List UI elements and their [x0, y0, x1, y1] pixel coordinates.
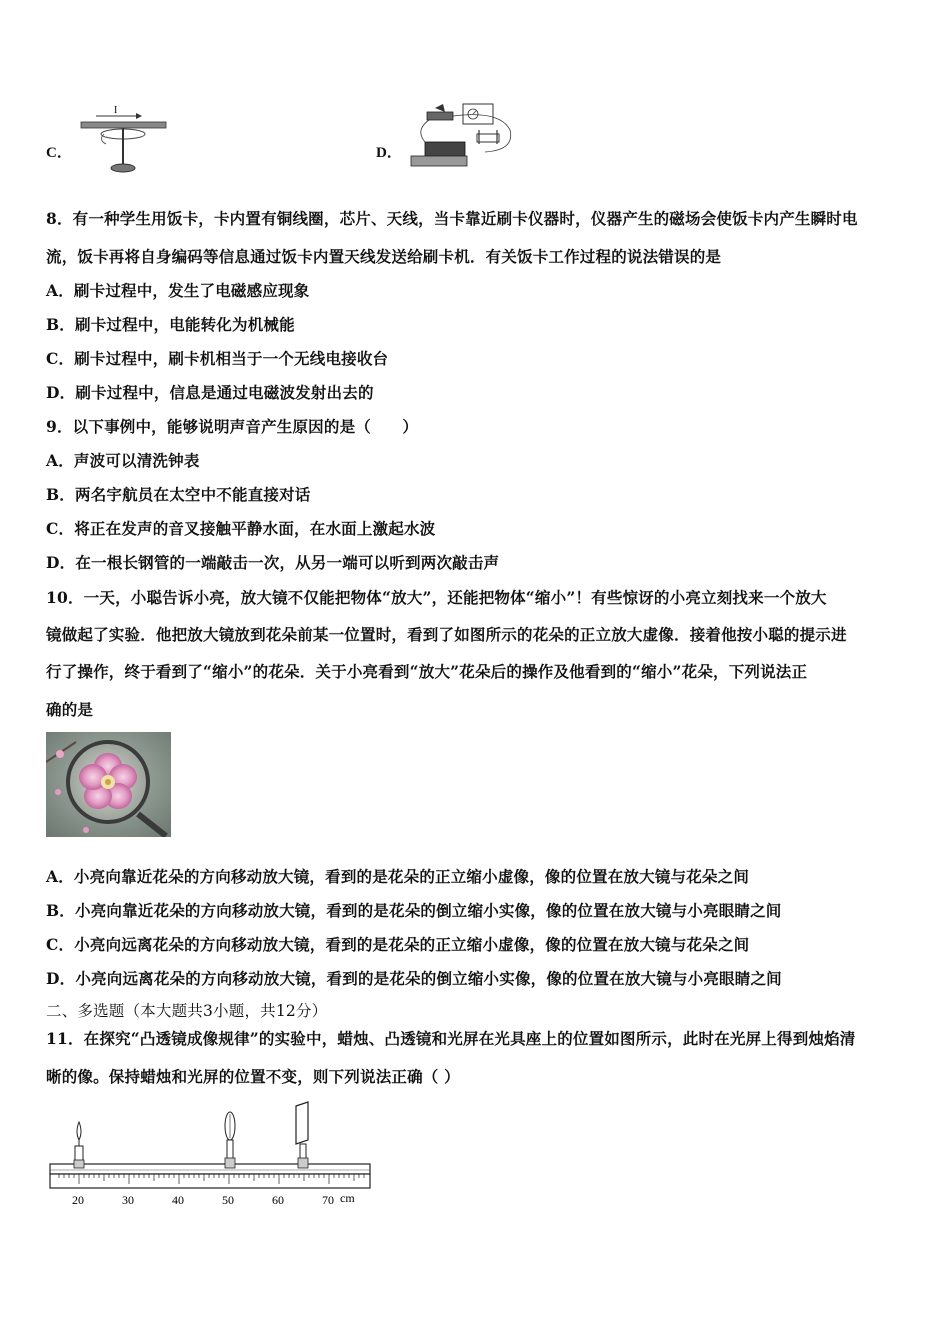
- q8-stem-line2: 流，饭卡再将自身编码等信息通过饭卡内置天线发送给刷卡机．有关饭卡工作过程的说法错误的是: [46, 247, 722, 266]
- ruler-tick-40: 40: [172, 1193, 184, 1207]
- q11-stem-line1: 11．在探究“凸透镜成像规律”的实验中，蜡烛、凸透镜和光屏在光具座上的位置如图所示，此时在光屏上得到烛焰清: [46, 1029, 856, 1048]
- q8-option-d: D．刷卡过程中，信息是通过电磁波发射出去的: [46, 383, 374, 402]
- q9-option-d: D．在一根长钢管的一端敲击一次，从另一端可以听到两次敲击声: [46, 553, 500, 572]
- q8-option-c: C．刷卡过程中，刷卡机相当于一个无线电接收台: [46, 349, 389, 368]
- q10-option-c: C．小亮向远离花朵的方向移动放大镜，看到的是花朵的正立缩小虚像，像的位置在放大镜与花朵之间: [46, 935, 750, 954]
- q9-stem: 9．以下事例中，能够说明声音产生原因的是（ ）: [46, 417, 419, 436]
- q11-stem-line2: 晰的像。保持蜡烛和光屏的位置不变，则下列说法正确（ ）: [46, 1067, 460, 1086]
- ruler-tick-70: 70: [322, 1193, 334, 1207]
- q7-option-c-label: C．: [46, 145, 72, 161]
- q9-option-a: A．声波可以清洗钟表: [46, 451, 200, 470]
- q10-option-a: A．小亮向靠近花朵的方向移动放大镜，看到的是花朵的正立缩小虚像，像的位置在放大镜与花朵之间: [46, 867, 750, 886]
- q7-figure-d: [405, 100, 520, 175]
- q10-stem-line2: 镜做起了实验．他把放大镜放到花朵前某一位置时，看到了如图所示的花朵的正立放大虚像．接着他按小聪的提示进: [46, 625, 847, 644]
- ruler-tick-50: 50: [222, 1193, 234, 1207]
- ruler-tick-60: 60: [272, 1193, 284, 1207]
- q8-option-a: A．刷卡过程中，发生了电磁感应现象: [46, 281, 310, 300]
- q8-option-b: B．刷卡过程中，电能转化为机械能: [46, 315, 295, 334]
- section2-heading: 二、多选题（本大题共3小题，共12分）: [46, 1002, 328, 1020]
- q11-optical-bench-figure: [46, 1100, 376, 1210]
- ruler-tick-30: 30: [122, 1193, 134, 1207]
- q7-figure-c: [76, 100, 176, 180]
- q7-option-d-label: D．: [376, 145, 402, 161]
- q10-stem-line1: 10．一天，小聪告诉小亮，放大镜不仅能把物体“放大”，还能把物体“缩小”！有些惊讶的小亮立刻找来一个放大: [46, 588, 827, 607]
- q10-stem-line4: 确的是: [46, 700, 94, 719]
- q8-stem-line1: 8．有一种学生用饭卡，卡内置有铜线圈，芯片、天线，当卡靠近刷卡仪器时，仪器产生的磁场会使饭卡内产生瞬时电: [46, 209, 858, 228]
- q9-option-c: C．将正在发声的音叉接触平静水面，在水面上激起水波: [46, 519, 436, 538]
- q9-option-b: B．两名宇航员在太空中不能直接对话: [46, 485, 311, 504]
- ruler-tick-20: 20: [72, 1193, 84, 1207]
- q10-option-d: D．小亮向远离花朵的方向移动放大镜，看到的是花朵的倒立缩小实像，像的位置在放大镜与小亮眼睛之间: [46, 969, 782, 988]
- q7-figure-c-label: I: [114, 105, 118, 116]
- ruler-unit: cm: [340, 1191, 355, 1205]
- q10-option-b: B．小亮向靠近花朵的方向移动放大镜，看到的是花朵的倒立缩小实像，像的位置在放大镜与小亮眼睛之间: [46, 901, 782, 920]
- q10-magnifier-flower-photo: [46, 732, 171, 837]
- q10-stem-line3: 行了操作，终于看到了“缩小”的花朵．关于小亮看到“放大”花朵后的操作及他看到的“缩小”花朵，下列说法正: [46, 662, 808, 681]
